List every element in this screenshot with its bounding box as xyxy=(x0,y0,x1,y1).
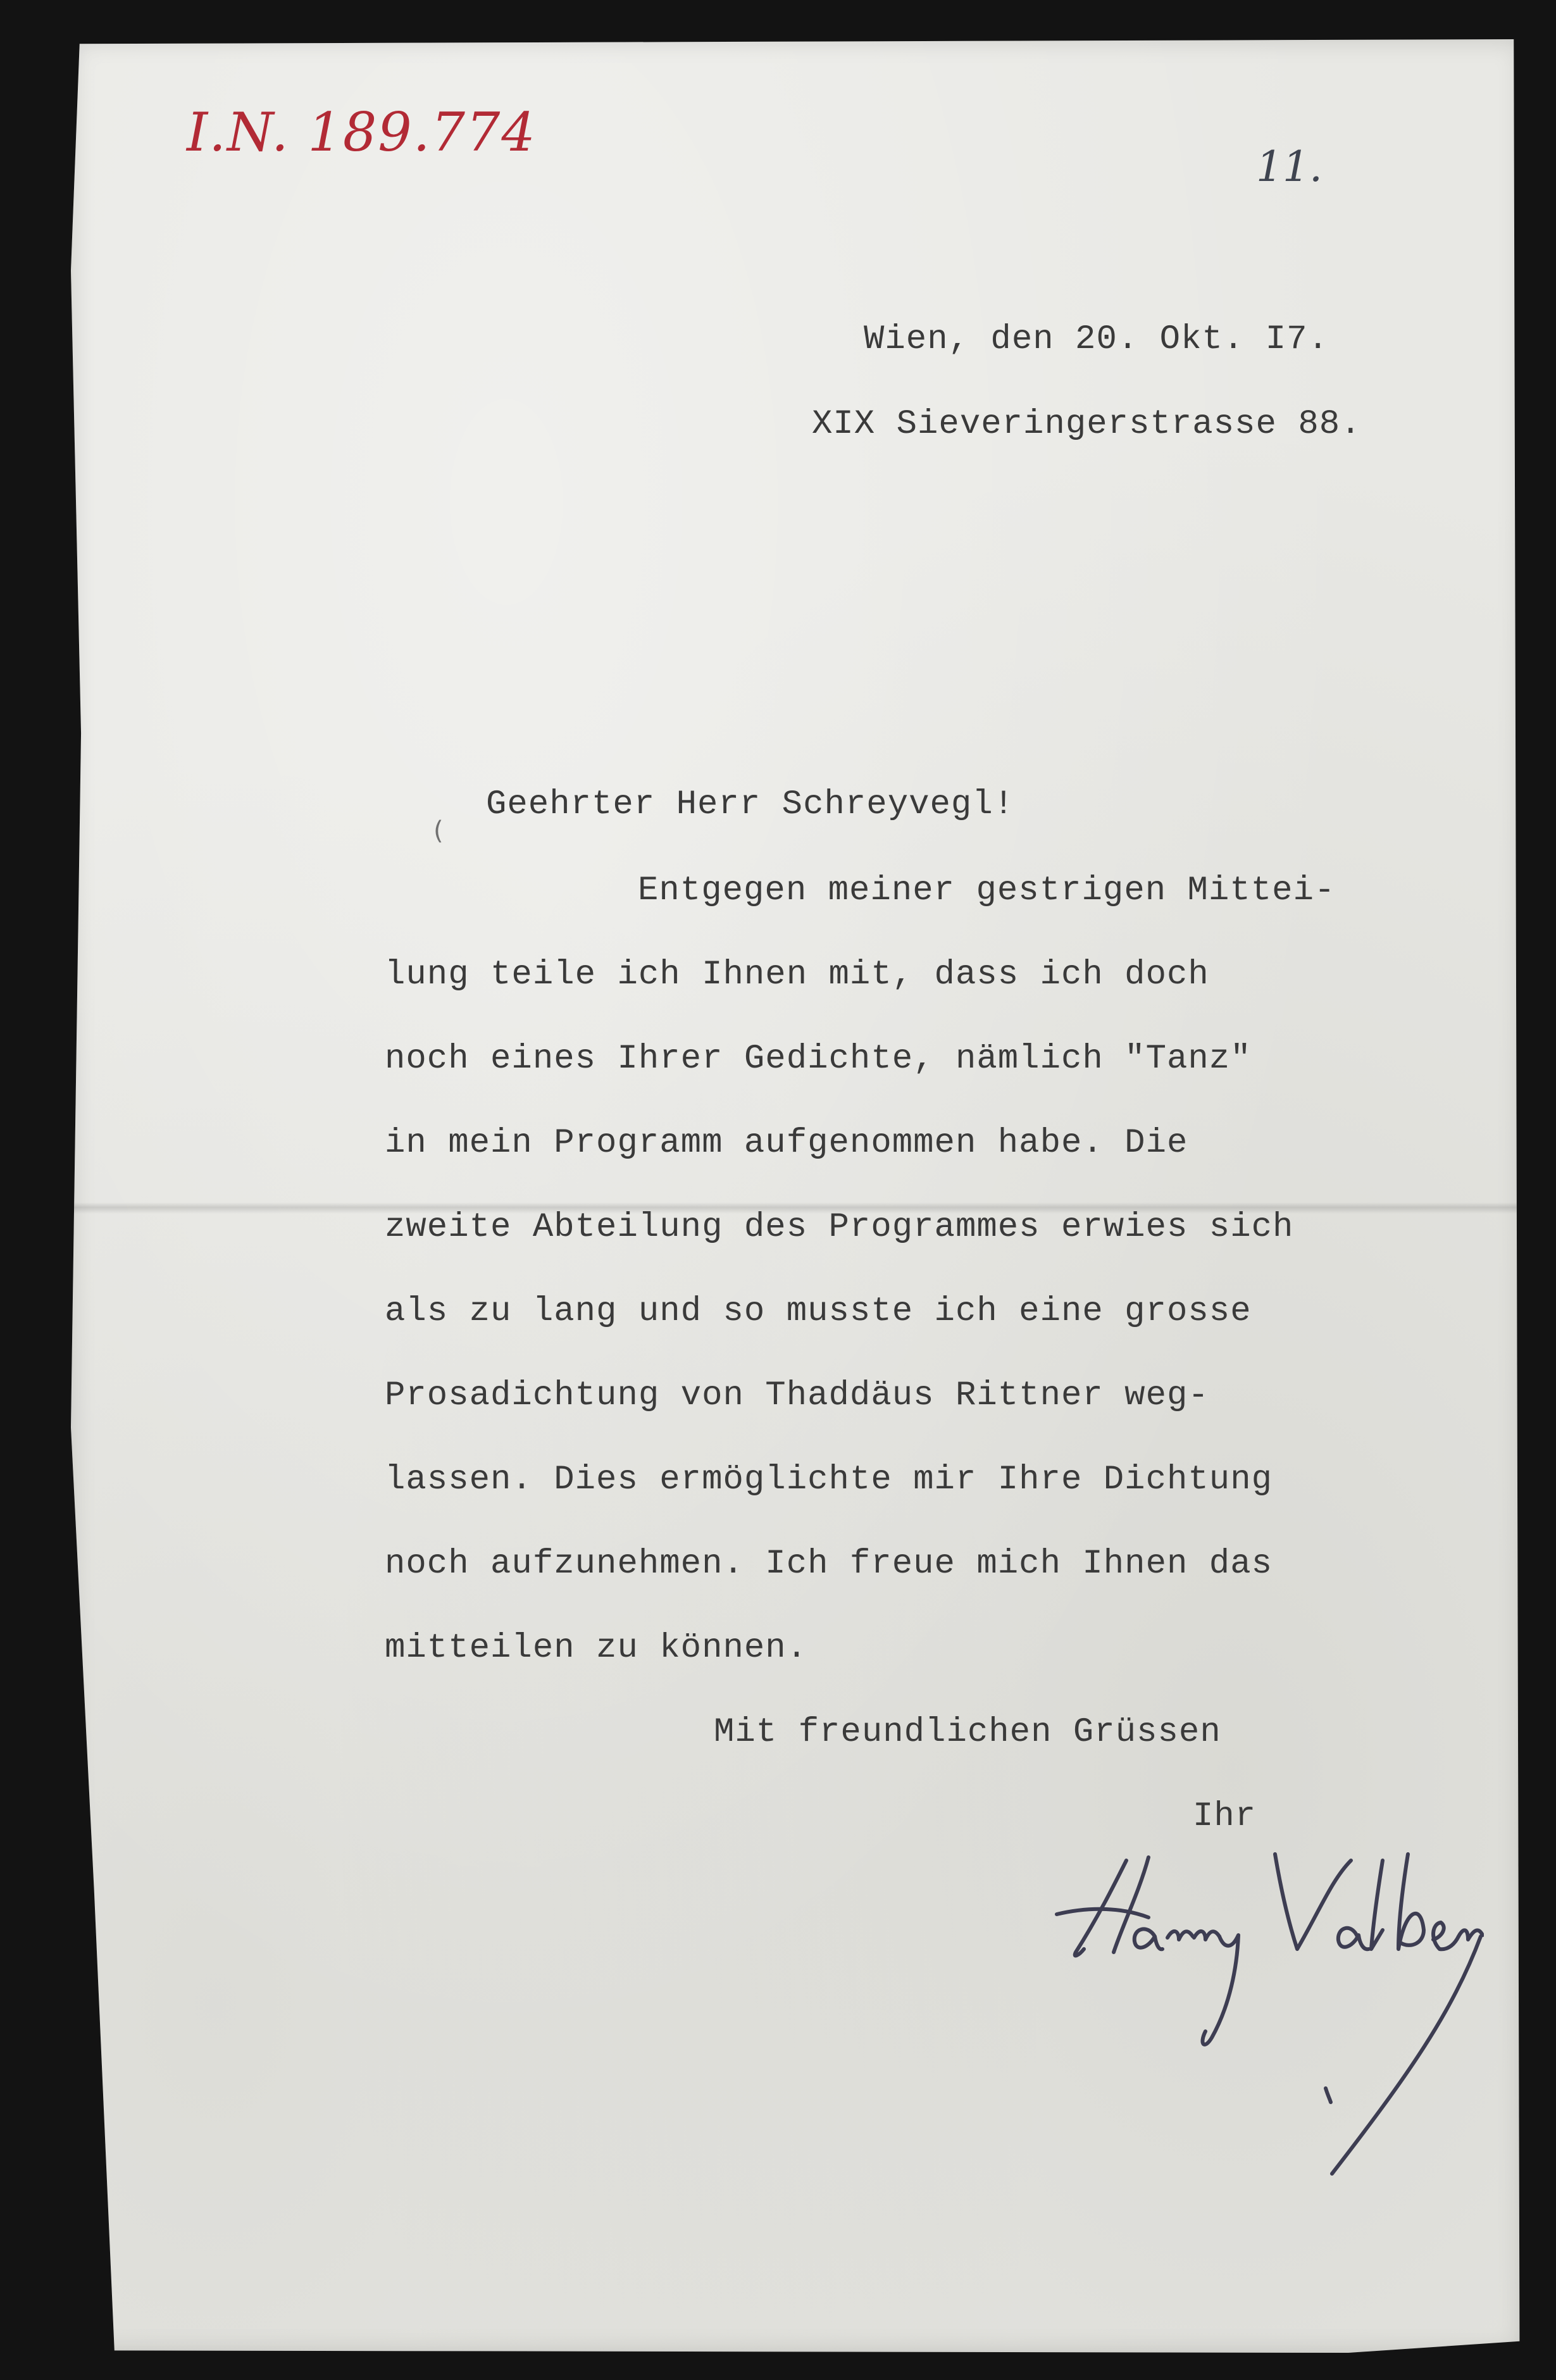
body-line: zweite Abteilung des Programmes erwies sich xyxy=(385,1208,1294,1247)
body-line: lassen. Dies ermöglichte mir Ihre Dichtung xyxy=(385,1461,1273,1499)
body-line: Prosadichtung von Thaddäus Rittner weg- xyxy=(385,1376,1209,1415)
body-line: noch aufzunehmen. Ich freue mich Ihnen das xyxy=(385,1545,1273,1583)
archive-number: I.N. 189.774 xyxy=(187,101,537,163)
page-number: 11. xyxy=(1256,142,1323,191)
stray-mark: ( xyxy=(433,816,444,845)
address: XIX Sieveringerstrasse 88. xyxy=(812,405,1362,444)
body-line: noch eines Ihrer Gedichte, nämlich "Tanz" xyxy=(385,1040,1252,1078)
signature xyxy=(1054,1848,1484,2215)
body-line: in mein Programm aufgenommen habe. Die xyxy=(385,1124,1188,1162)
signature-text: Harry Walden xyxy=(1269,2196,1358,2212)
body-line: lung teile ich Ihnen mit, dass ich doch xyxy=(385,956,1209,994)
body-line: Entgegen meiner gestrigen Mittei- xyxy=(638,871,1336,910)
closing-ihr: Ihr xyxy=(1193,1797,1257,1836)
body-line: mitteilen zu können. xyxy=(385,1629,808,1667)
closing: Mit freundlichen Grüssen xyxy=(714,1713,1221,1752)
body-line: als zu lang und so musste ich eine grosse xyxy=(385,1292,1252,1331)
salutation: Geehrter Herr Schreyvegl! xyxy=(486,785,1015,824)
place-date: Wien, den 20. Okt. I7. xyxy=(864,320,1329,359)
